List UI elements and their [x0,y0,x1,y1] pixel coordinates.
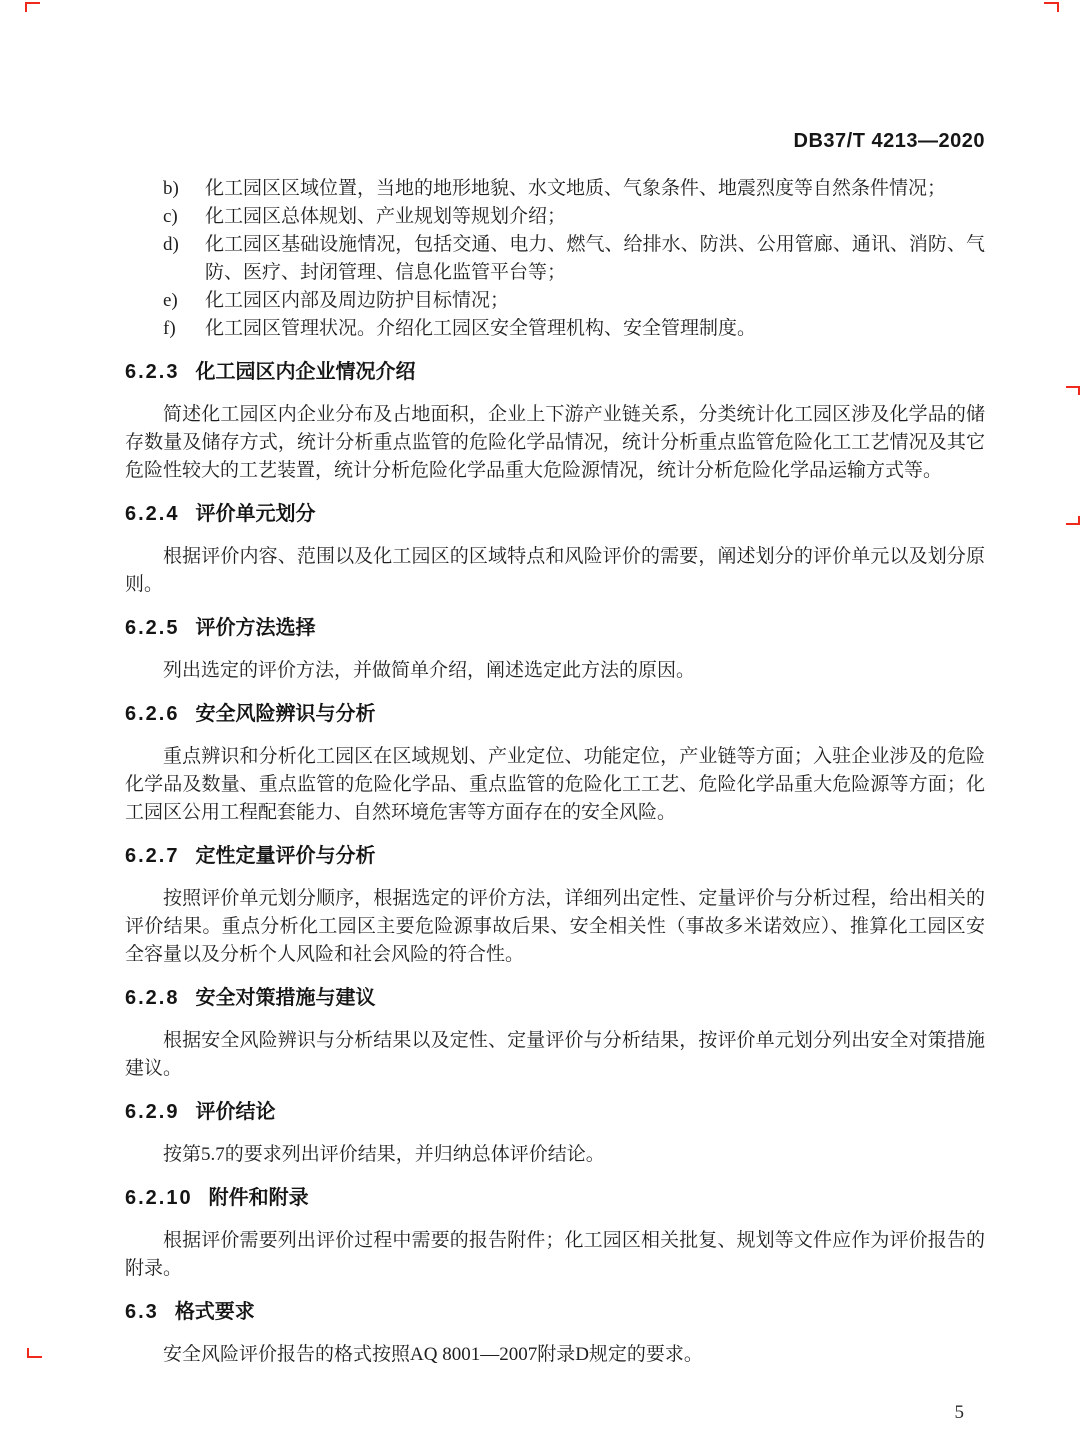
section-title: 定性定量评价与分析 [195,845,376,867]
section-title: 格式要求 [174,1301,255,1323]
list-item-text: 化工园区总体规划、产业规划等规划介绍； [205,206,567,227]
section-title: 评价结论 [195,1101,276,1123]
section-6-2-9 [125,1098,985,1169]
list-item [163,175,985,203]
section-paragraph: 根据评价内容、范围以及化工园区的区域特点和风险评价的需要，阐述划分的评价单元以及划分原则。 [125,546,985,595]
section-paragraph: 列出选定的评价方法，并做简单介绍，阐述选定此方法的原因。 [163,660,696,681]
section-heading [125,358,985,386]
section-6-2-6 [125,700,985,827]
clause-list [125,175,985,343]
section-title: 评价单元划分 [195,503,316,525]
list-item-text: 化工园区管理状况。介绍化工园区安全管理机构、安全管理制度。 [205,318,757,339]
section-6-2-10 [125,1184,985,1283]
crop-mark-right-upper-icon [1066,386,1080,395]
section-paragraph: 重点辨识和分析化工园区在区域规划、产业定位、功能定位，产业链等方面；入驻企业涉及的危险化学品及数量、重点监管的危险化学品、重点监管的危险化工工艺、危险化学品重大危险源等方面；化工园区公用工程配套能力、自然环境危害等方面存在的安全风险。 [125,746,985,823]
section-6-2-8 [125,984,985,1083]
list-item [163,231,985,287]
section-heading [125,1098,985,1126]
section-paragraph: 简述化工园区内企业分布及占地面积，企业上下游产业链关系，分类统计化工园区涉及化学品的储存数量及储存方式，统计分析重点监管的危险化学品情况，统计分析重点监管危险化工工艺情况及其它危险性较大的工艺装置，统计分析危险化学品重大危险源情况，统计分析危险化学品运输方式等。 [125,404,985,481]
list-item-label: f) [163,318,176,339]
crop-mark-top-left-icon [25,2,40,12]
section-title: 安全风险辨识与分析 [195,703,376,725]
list-item [163,315,985,343]
standard-code: DB37/T 4213—2020 [793,130,985,152]
section-heading [125,1184,985,1212]
page-content [125,127,985,1369]
section-number: 6.2.8 [125,987,180,1009]
section-paragraph: 按第5.7的要求列出评价结果，并归纳总体评价结论。 [163,1144,605,1165]
section-number: 6.2.6 [125,703,180,725]
section-title: 化工园区内企业情况介绍 [195,361,416,383]
section-paragraph: 按照评价单元划分顺序，根据选定的评价方法，详细列出定性、定量评价与分析过程，给出相关的评价结果。重点分析化工园区主要危险源事故后果、安全相关性（事故多米诺效应）、推算化工园区安全容量以及分析个人风险和社会风险的符合性。 [125,888,985,965]
section-heading [125,1298,985,1326]
crop-mark-bottom-left-icon [27,1348,42,1358]
list-item-text: 化工园区内部及周边防护目标情况； [205,290,510,311]
page-number: 5 [954,1402,964,1423]
section-heading [125,842,985,870]
section-title: 附件和附录 [208,1187,309,1209]
crop-mark-top-right-icon [1044,2,1059,12]
section-6-2-5 [125,614,985,685]
list-item-label: c) [163,206,178,227]
crop-mark-right-lower-icon [1066,516,1080,525]
section-number: 6.2.4 [125,503,180,525]
section-6-3 [125,1298,985,1369]
list-item-label: d) [163,234,179,255]
section-number: 6.2.9 [125,1101,180,1123]
section-number: 6.2.7 [125,845,180,867]
list-item [163,287,985,315]
list-item-label: b) [163,178,179,199]
section-heading [125,500,985,528]
section-heading [125,614,985,642]
list-item-text: 化工园区区域位置，当地的地形地貌、水文地质、气象条件、地震烈度等自然条件情况； [205,178,947,199]
list-item [163,203,985,231]
section-number: 6.2.10 [125,1187,193,1209]
section-6-2-4 [125,500,985,599]
section-number: 6.2.3 [125,361,180,383]
section-6-2-7 [125,842,985,969]
section-title: 评价方法选择 [195,617,316,639]
section-paragraph: 根据评价需要列出评价过程中需要的报告附件；化工园区相关批复、规划等文件应作为评价报告的附录。 [125,1230,985,1279]
list-item-text: 化工园区基础设施情况，包括交通、电力、燃气、给排水、防洪、公用管廊、通讯、消防、气防、医疗、封闭管理、信息化监管平台等； [205,234,985,283]
section-number: 6.2.5 [125,617,180,639]
section-paragraph: 根据安全风险辨识与分析结果以及定性、定量评价与分析结果，按评价单元划分列出安全对策措施建议。 [125,1030,985,1079]
section-title: 安全对策措施与建议 [195,987,376,1009]
section-6-2-3 [125,358,985,485]
section-heading [125,984,985,1012]
section-paragraph: 安全风险评价报告的格式按照AQ 8001—2007附录D规定的要求。 [163,1344,703,1365]
list-item-label: e) [163,290,178,311]
section-number: 6.3 [125,1301,159,1323]
section-heading [125,700,985,728]
